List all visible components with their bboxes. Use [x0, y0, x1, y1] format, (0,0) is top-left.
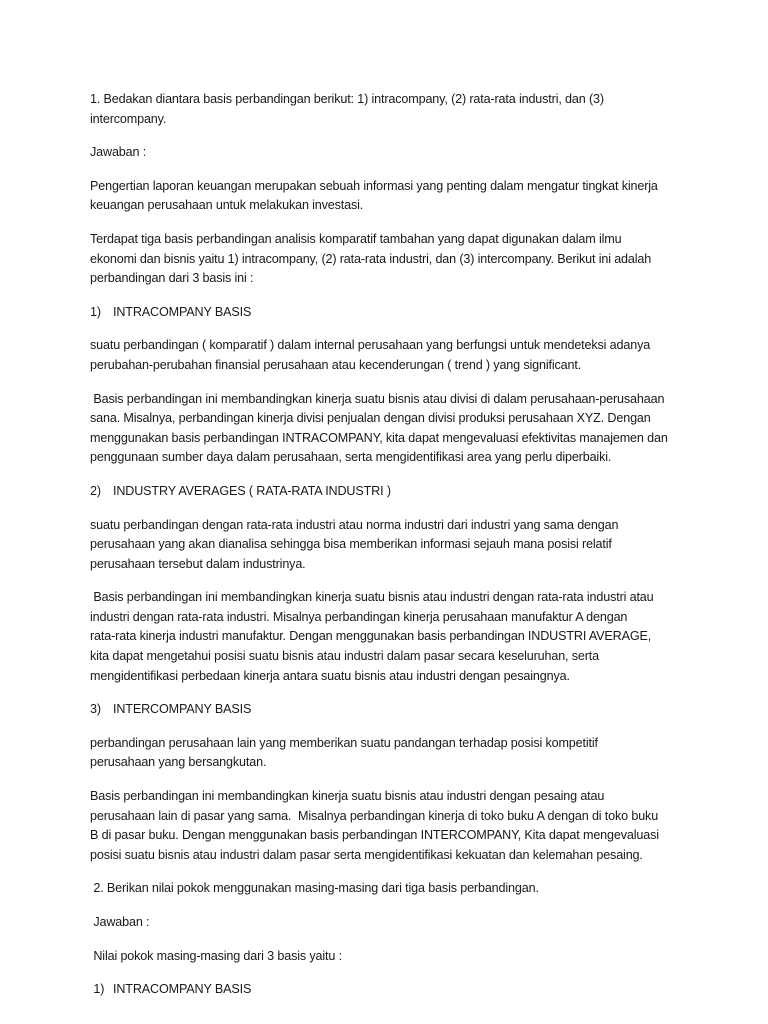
answer-label — [90, 143, 690, 163]
text-line: Basis perbandingan ini membandingkan kinerja suatu bisnis atau industri dengan rata-rata industri atau — [90, 590, 654, 605]
text-line: perusahaan lain di pasar yang sama. Misalnya perbandingan kinerja di toko buku A dengan di toko buku — [90, 808, 659, 823]
text-line: perusahaan yang bersangkutan. — [90, 755, 267, 770]
text-line: penggunaan sumber daya dalam perusahaan, serta mengidentifikasi area yang perlu diperbaiki. — [90, 450, 612, 465]
text-line: Basis perbandingan ini membandingkan kinerja suatu bisnis atau divisi di dalam perusahaan-perusahaan — [90, 391, 665, 406]
answer-label-2 — [90, 913, 690, 933]
text-line: 1. Bedakan diantara basis perbandingan berikut: 1) intracompany, (2) rata-rata industri, dan (3) — [90, 92, 604, 106]
text-line: perusahaan yang akan dianalisa sehingga bisa memberikan informasi sejauh mana posisi relatif — [90, 537, 612, 552]
section-heading-intercompany — [90, 700, 690, 720]
text-line: Terdapat tiga basis perbandingan analisis komparatif tambahan yang dapat digunakan dalam ilmu — [90, 231, 622, 246]
definition-paragraph — [90, 177, 690, 216]
text-line: sana. Misalnya, perbandingan kinerja divisi penjualan dengan divisi produksi perusahaan XYZ. Dengan — [90, 411, 651, 426]
text-line: rata-rata kinerja industri manufaktur. Dengan menggunakan basis perbandingan INDUSTRI AVERAGE, — [90, 629, 652, 644]
list-number: 1) — [90, 304, 101, 319]
section-heading-intracompany — [90, 303, 690, 323]
text-line: perusahaan tersebut dalam industrinya. — [90, 556, 306, 571]
text-line: perbandingan dari 3 basis ini : — [90, 271, 254, 286]
text-line: perubahan-perubahan finansial perusahaan atau kecenderungan ( trend ) yang significant. — [90, 357, 582, 372]
list-number: 2) — [90, 483, 101, 498]
intracompany-explanation — [90, 390, 690, 468]
text-line: suatu perbandingan dengan rata-rata industri atau norma industri dari industri yang sama dengan — [90, 517, 619, 532]
list-number: 1) — [90, 982, 105, 997]
text-line: menggunakan basis perbandingan INTRACOMPANY, kita dapat mengevaluasi efektivitas manajemen dan — [90, 430, 668, 445]
intercompany-definition — [90, 734, 690, 773]
text-line: kita dapat mengetahui posisi suatu bisnis atau industri dalam pasar secara keseluruhan, serta — [90, 649, 599, 664]
text-line: industri dengan rata-rata industri. Misalnya perbandingan kinerja perusahaan manufaktur A dengan — [90, 609, 628, 624]
question-1 — [90, 90, 690, 129]
industry-definition — [90, 516, 690, 575]
text-line: 2. Berikan nilai pokok menggunakan masing-masing dari tiga basis perbandingan. — [90, 881, 539, 896]
section-heading-intracompany-2 — [90, 980, 690, 1000]
answer-intro-2 — [90, 947, 690, 967]
industry-explanation — [90, 588, 690, 686]
text-line: Jawaban : — [90, 145, 147, 160]
text-line: perbandingan perusahaan lain yang memberikan suatu pandangan terhadap posisi kompetitif — [90, 735, 598, 750]
section-heading-industry-averages — [90, 482, 690, 502]
text-line: suatu perbandingan ( komparatif ) dalam internal perusahaan yang berfungsi untuk mendeteksi adanya — [90, 338, 651, 353]
heading-text: INTRACOMPANY BASIS — [113, 982, 252, 997]
text-line: mengidentifikasi perbedaan kinerja antara suatu bisnis atau industri dengan pesaingnya. — [90, 668, 570, 683]
heading-text: INTRACOMPANY BASIS — [113, 304, 252, 319]
text-line: intercompany. — [90, 111, 167, 126]
question-2 — [90, 879, 690, 899]
text-line: Pengertian laporan keuangan merupakan sebuah informasi yang penting dalam mengatur tingkat kinerja — [90, 178, 658, 193]
text-line: B di pasar buku. Dengan menggunakan basis perbandingan INTERCOMPANY, Kita dapat mengevaluasi — [90, 828, 659, 843]
intercompany-explanation — [90, 787, 690, 865]
heading-text: INTERCOMPANY BASIS — [113, 702, 252, 717]
intro-paragraph — [90, 230, 690, 289]
text-line: Nilai pokok masing-masing dari 3 basis yaitu : — [90, 948, 342, 963]
text-line: keuangan perusahaan untuk melakukan investasi. — [90, 198, 364, 213]
intracompany-definition — [90, 336, 690, 375]
document-page — [90, 90, 690, 1014]
list-number: 3) — [90, 702, 101, 717]
text-line: posisi suatu bisnis atau industri dalam pasar serta mengidentifikasi kekuatan dan kelemahan pesaing. — [90, 847, 643, 862]
text-line: ekonomi dan bisnis yaitu 1) intracompany, (2) rata-rata industri, dan (3) intercompany. Berikut ini adalah — [90, 251, 652, 266]
text-line: Basis perbandingan ini membandingkan kinerja suatu bisnis atau industri dengan pesaing atau — [90, 789, 605, 804]
heading-text: INDUSTRY AVERAGES ( RATA-RATA INDUSTRI ) — [113, 483, 391, 498]
text-line: Jawaban : — [90, 915, 150, 929]
